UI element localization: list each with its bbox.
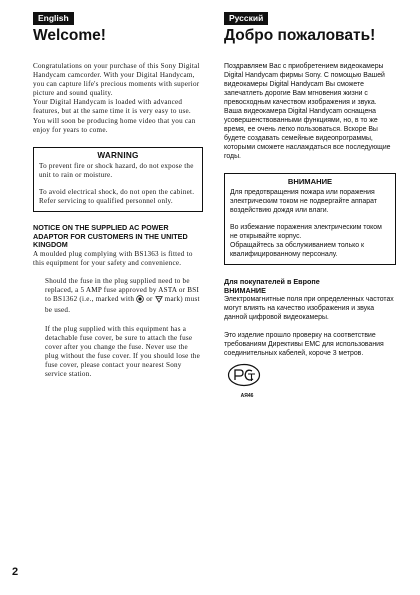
page-number: 2	[12, 566, 19, 578]
russian-warning-text-1: Для предотвращения пожара или поражения электрическим током не подвергайте аппарат воздействию дождя или влаги.	[230, 189, 377, 214]
english-warning-text-2: To avoid electrical shock, do not open the cabinet.	[39, 188, 195, 197]
russian-title: Добро пожаловать!	[224, 27, 376, 44]
english-warning-text-3: Refer servicing to qualified personnel only.	[39, 197, 173, 206]
russian-warning-text-3: Обращайтесь за обслуживанием только к квалифицированному персоналу.	[230, 242, 365, 258]
russian-language-badge: Русский	[224, 12, 268, 25]
pct-certification-icon	[227, 374, 261, 391]
certification-code: АЯ46	[240, 393, 254, 399]
english-warning-title: WARNING	[97, 150, 139, 160]
russian-intro-paragraph-2: Ваша видеокамера Digital Handycam оснащена усовершенствованными функциями, но, в то же время, ее очень легко пользоваться. Вскоре Вы будете создавать семейные видеопрограммы, которыми сможете наслаждаться все последующие годы.	[224, 108, 391, 160]
english-warning-text-1: To prevent fire or shock hazard, do not expose the unit to rain or moisture.	[39, 161, 194, 179]
english-intro	[33, 62, 203, 135]
english-warning-box	[33, 147, 203, 212]
english-language-badge: English	[33, 12, 74, 25]
english-intro-paragraph-2: Your Digital Handycam is loaded with advanced features, but at the same time it is very easy to use. You will soon be producing home video that you can enjoy for years to come.	[33, 98, 196, 134]
asta-mark-icon	[136, 295, 144, 306]
english-title: Welcome!	[33, 27, 106, 44]
russian-intro	[224, 62, 396, 161]
uk-notice-title: NOTICE ON THE SUPPLIED AC POWER ADAPTOR FOR CUSTOMERS IN THE UNITED KINGDOM	[33, 223, 188, 250]
uk-fuse-notes	[45, 277, 203, 379]
fuse-cover-note: If the plug supplied with this equipment has a detachable fuse cover, be sure to attach the fuse cover after you change the fuse. Never use the plug without the fuse cover. If you should lose the fuse cover, please contact your nearest Sony service station.	[45, 324, 200, 379]
russian-warning-box	[224, 173, 396, 265]
europe-section-title: Для покупателей в Европе	[224, 277, 320, 286]
fuse-replacement-note: Should the fuse in the plug supplied need to be replaced, a 5 AMP fuse approved by ASTA or BSI to BS1362 (i.e., marked with or mark) must be used.	[45, 277, 200, 315]
english-column	[33, 8, 203, 379]
russian-column	[224, 8, 396, 399]
russian-warning-text-2: Во избежание поражения электрическим током не открывайте корпус.	[230, 224, 382, 240]
russian-warning-title: ВНИМАНИЕ	[287, 177, 333, 186]
emc-test-text: Это изделие прошло проверку на соответствие требованиям Директивы EMC для использования соединительных кабелей, короче 3 метров.	[224, 332, 384, 357]
bsi-kitemark-icon	[155, 295, 163, 306]
europe-attention-title: ВНИМАНИЕ	[224, 286, 266, 295]
certification-mark	[227, 363, 267, 399]
english-intro-paragraph-1: Congratulations on your purchase of this Sony Digital Handycam camcorder. With your Digital Handycam, you can capture life's precious moments with superior picture and sound quality.	[33, 62, 200, 98]
emc-warning-text: Электромагнитные поля при определенных частотах могут влиять на качество изображения и звука данной цифровой видеокамеры.	[224, 296, 394, 321]
uk-notice-body: A moulded plug complying with BS1363 is fitted to this equipment for your safety and convenience.	[33, 250, 193, 268]
russian-intro-paragraph-1: Поздравляем Вас с приобретением видеокамеры Digital Handycam фирмы Sony. С помощью Вашей видеокамеры Digital Handycam Вы сможете запечатлеть дорогие Вам мгновения жизни с превосходным качеством изображения и звука.	[224, 63, 385, 106]
